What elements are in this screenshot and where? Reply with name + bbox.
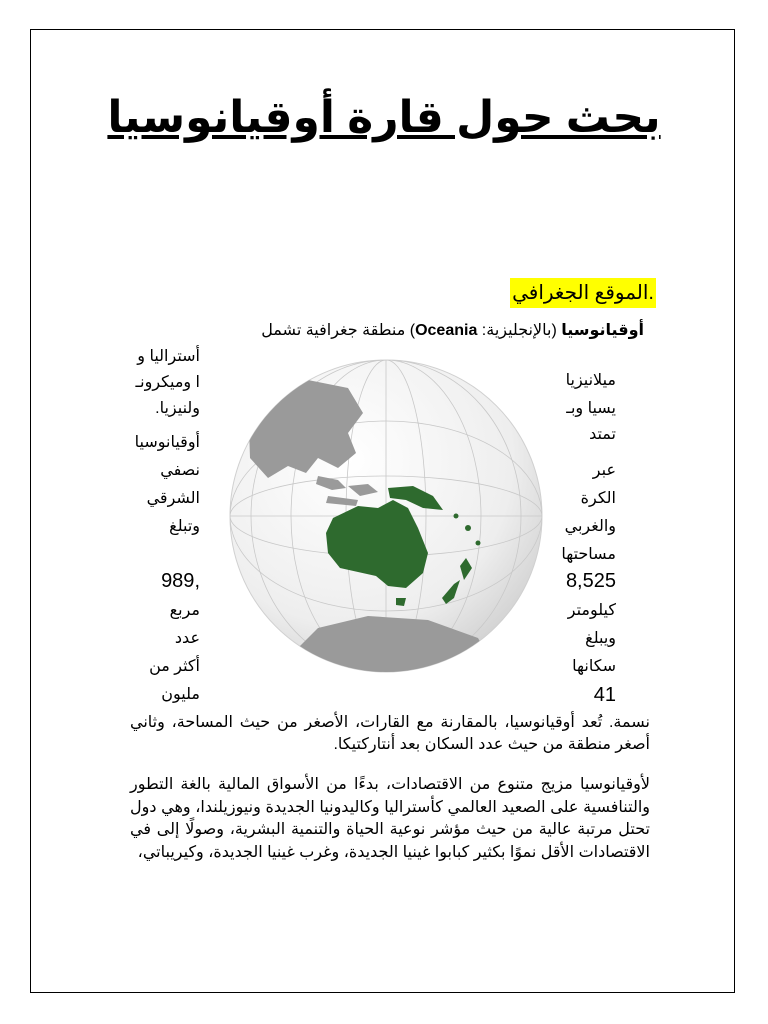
wrap-right-line: 8,525: [565, 570, 616, 592]
wrap-left-line: الشرقي: [146, 490, 200, 507]
wrap-right-line: ويبلغ: [585, 630, 616, 647]
wrap-right-line: سكانها: [572, 658, 616, 675]
intro-line: [261, 320, 644, 342]
wrap-left-line: نصفي: [160, 462, 200, 479]
wrap-right-line: الكرة: [580, 490, 616, 507]
intro-bold-name: أوقيانوسيا: [561, 322, 644, 339]
wrap-left-line: ولنيزيا.: [155, 400, 200, 417]
wrap-left-line: أستراليا و: [137, 348, 200, 365]
oceania-globe-map-icon: [228, 358, 544, 674]
paragraph-economy: لأوقيانوسيا مزيج متنوع من الاقتصادات، بدءًا من الأسواق المالية بالغة التطور والتنافسية على الصعيد العالمي كأستراليا وكاليدونيا الجديدة ونيوزيلندا، وهي دول تحتل مرتبة عالية من حيث مؤشر نوعية الحياة والتنمية البشرية، وصولًا إلى في الاقتصادات الأقل نموًا بكثير كبابوا غينيا الجديدة، وغرب غينيا الجديدة، وكيريباتي،: [130, 776, 650, 861]
wrap-right-line: تمتد: [589, 426, 616, 443]
wrap-right-line: مساحتها: [561, 546, 616, 563]
wrap-left-line: وتبلغ: [169, 518, 200, 535]
wrap-right-line: 41: [593, 684, 616, 706]
intro-paren-rest: ) منطقة جغرافية تشمل: [261, 322, 416, 339]
wrap-left-line: ,989: [161, 570, 200, 592]
wrap-right-line: ميلانيزيا: [565, 372, 616, 389]
wrap-left-line: ا وميكرونـ: [135, 374, 200, 391]
wrap-right-line: عبر: [592, 462, 616, 479]
wrap-left-line: أكثر من: [149, 658, 200, 675]
wrap-right-line: كيلومتر: [567, 602, 616, 619]
section-heading: .الموقع الجغرافي: [510, 278, 656, 308]
wrap-right-line: يسيا وبـ: [566, 400, 616, 417]
wrap-left-line: مربع: [169, 602, 200, 619]
wrap-left-line: مليون: [161, 686, 200, 703]
intro-paren-open: (بالإنجليزية:: [477, 322, 562, 339]
page-title: بحث حول قارة أوقيانوسيا: [107, 93, 661, 142]
intro-english-name: Oceania: [415, 322, 478, 339]
wrap-left-line: عدد: [174, 630, 200, 647]
wrap-left-line: أوقيانوسيا: [134, 434, 200, 451]
wrap-right-line: والغربي: [564, 518, 616, 535]
paragraph-continuation: نسمة. تُعد أوقيانوسيا، بالمقارنة مع القارات، الأصغر من حيث المساحة، وثاني أصغر منطقة من حيث عدد السكان بعد أنتاركتيكا.: [130, 714, 650, 753]
